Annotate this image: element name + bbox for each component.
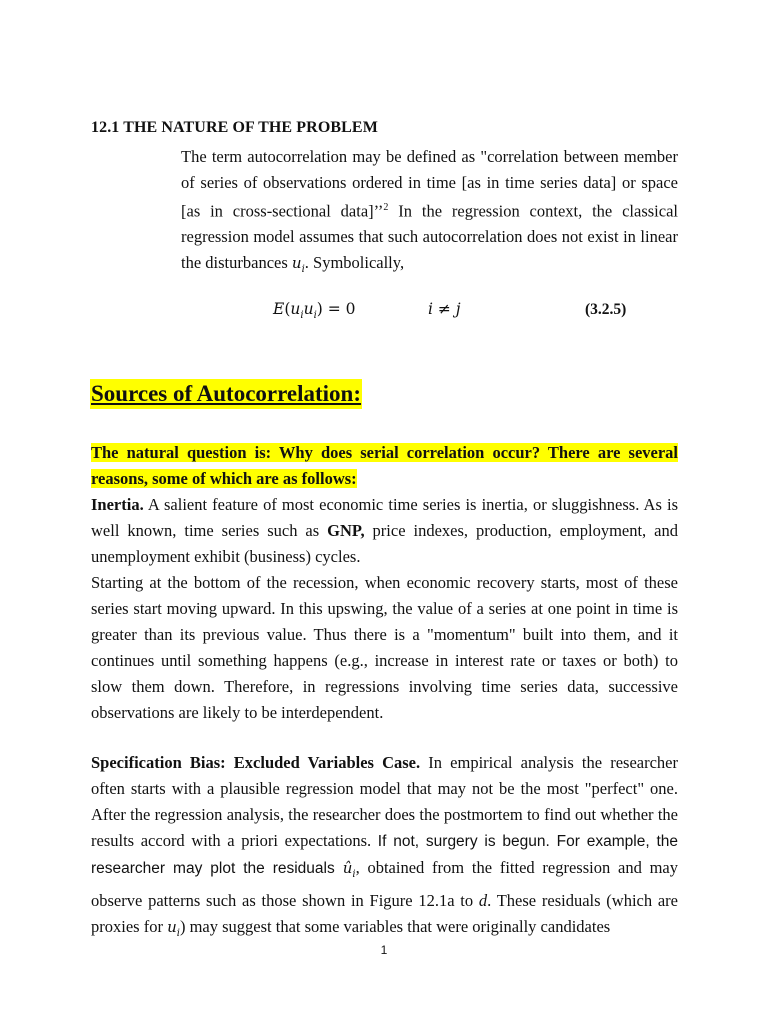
equation-3-2-5 xyxy=(0,300,768,324)
equation-number: (3.2.5) xyxy=(585,301,627,318)
specification-text-3: . These residuals (which are proxies for xyxy=(91,891,678,936)
section-heading: 12.1 THE NATURE OF THE PROBLEM xyxy=(91,119,378,136)
figure-letter: d xyxy=(478,891,488,910)
momentum-paragraph: Starting at the bottom of the recession, when economic recovery starts, most of these series start moving upward. In this upswing, the value of a series at one point in time is greater than its previous value. Thus there is a "momentum" built into them, and it continues until something happens (e.g., increase in interest rate or taxes or both) to slow them down. Therefore, in regressions involving time series data, successive observations are likely to be interdependent. xyxy=(91,573,678,722)
equation-condition: i ≠ j xyxy=(428,300,461,318)
specification-bias-paragraph xyxy=(91,750,678,947)
intro-text: The term autocorrelation may be defined as "correlation between member of series of observations ordered in time [as in time series data] or space [as in cross-sectional data]’’ xyxy=(181,147,678,221)
sources-heading: Sources of Autocorrelation: xyxy=(90,379,362,409)
specification-text-2: , obtained from the fitted regression and may observe patterns such as those shown in Figure 12.1a to xyxy=(91,858,679,910)
question-paragraph xyxy=(91,440,678,492)
specification-text-sans: If not, surgery is begun. For example, the researcher may plot the residuals xyxy=(91,833,678,877)
inertia-paragraph xyxy=(91,492,678,570)
proxy-symbol: $u_i$ xyxy=(167,918,180,939)
specification-text: In empirical analysis the researcher often starts with a plausible regression model that may not be the most "perfect" one. After the regression analysis, the researcher does the postmortem to find out whether the results accord with a priori expectations. xyxy=(91,753,678,850)
page-number: 1 xyxy=(380,943,388,957)
disturbance-symbol: $u_i$ xyxy=(291,253,305,275)
intro-text-end: . Symbolically, xyxy=(304,252,405,272)
intro-paragraph xyxy=(181,144,678,282)
residual-symbol: $û_i$ xyxy=(342,859,356,880)
footnote-marker: 2 xyxy=(383,202,389,213)
highlighted-question: The natural question is: Why does serial correlation occur? There are several reasons, some of which are as follows: xyxy=(91,443,678,488)
gnp-term: GNP, xyxy=(327,521,365,540)
inertia-text: A salient feature of most economic time series is inertia, or sluggishness. As is well known, time series such as xyxy=(91,495,678,540)
specification-term: Specification Bias: Excluded Variables Case. xyxy=(91,753,421,772)
specification-text-4: ) may suggest that some variables that were originally candidates xyxy=(179,917,611,936)
intro-text-continued: In the regression context, the classical regression model assumes that such autocorrelation does not exist in linear the disturbances xyxy=(181,201,678,272)
equation-lhs: $E(u_iu_i) = 0$ xyxy=(273,300,356,322)
inertia-text-continued: price indexes, production, employment, and unemployment exhibit (business) cycles. xyxy=(91,521,678,566)
inertia-term: Inertia. xyxy=(91,495,144,514)
